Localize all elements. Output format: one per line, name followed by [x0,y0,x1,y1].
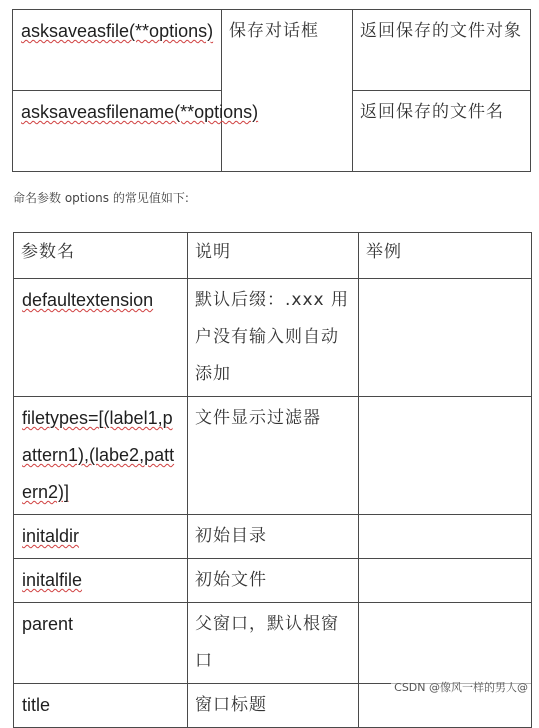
param-example-cell [359,397,532,515]
param-name-cell [14,559,188,603]
param-example-cell [359,559,532,603]
param-name-cell [14,603,188,684]
returns-cell [353,91,531,172]
param-name-cell [14,279,188,397]
header-param-name: 参数名 [14,233,188,279]
param-desc-cell: 窗口标题 [188,684,359,728]
param-example-cell [359,279,532,397]
table-row [13,10,531,91]
table-row [14,279,532,397]
param-name: filetypes=[(label1,pattern1),(labe2,pattern2)] [22,408,175,502]
table-header-row [14,233,532,279]
intro-paragraph: 命名参数 options 的常见值如下: [13,191,189,205]
param-name-cell [14,684,188,728]
watermark: CSDN @像风一样的男人@ [391,678,531,696]
returns-text: 返回保存的文件名 [360,102,504,122]
table-row [14,559,532,603]
param-name: defaultextension [22,290,154,310]
param-name-cell [14,397,188,515]
param-name: initalfile [22,570,83,590]
table-row [14,397,532,515]
param-name: title [22,695,51,715]
header-description: 说明 [188,233,359,279]
param-desc-cell: 文件显示过滤器 [188,397,359,515]
returns-cell [353,10,531,91]
param-desc-cell: 父窗口，默认根窗口 [188,603,359,684]
method-cell [13,10,222,91]
header-example: 举例 [359,233,532,279]
param-name: initaldir [22,526,80,546]
method-name: asksaveasfilename(**options) [21,102,259,122]
returns-text: 返回保存的文件对象 [360,21,522,41]
param-name: parent [22,614,74,634]
param-example-cell [359,515,532,559]
save-dialog-table [12,9,531,172]
table-row [14,515,532,559]
table-row [14,603,532,684]
param-name-cell [14,515,188,559]
options-table [13,232,532,728]
param-desc-cell: 默认后缀：.xxx 用户没有输入则自动添加 [188,279,359,397]
dialog-label: 保存对话框 [229,21,319,41]
param-desc-cell: 初始目录 [188,515,359,559]
dialog-cell [222,10,353,172]
method-cell [13,91,259,172]
param-example-cell [359,603,532,684]
param-desc-cell: 初始文件 [188,559,359,603]
method-name: asksaveasfile(**options) [21,21,214,41]
